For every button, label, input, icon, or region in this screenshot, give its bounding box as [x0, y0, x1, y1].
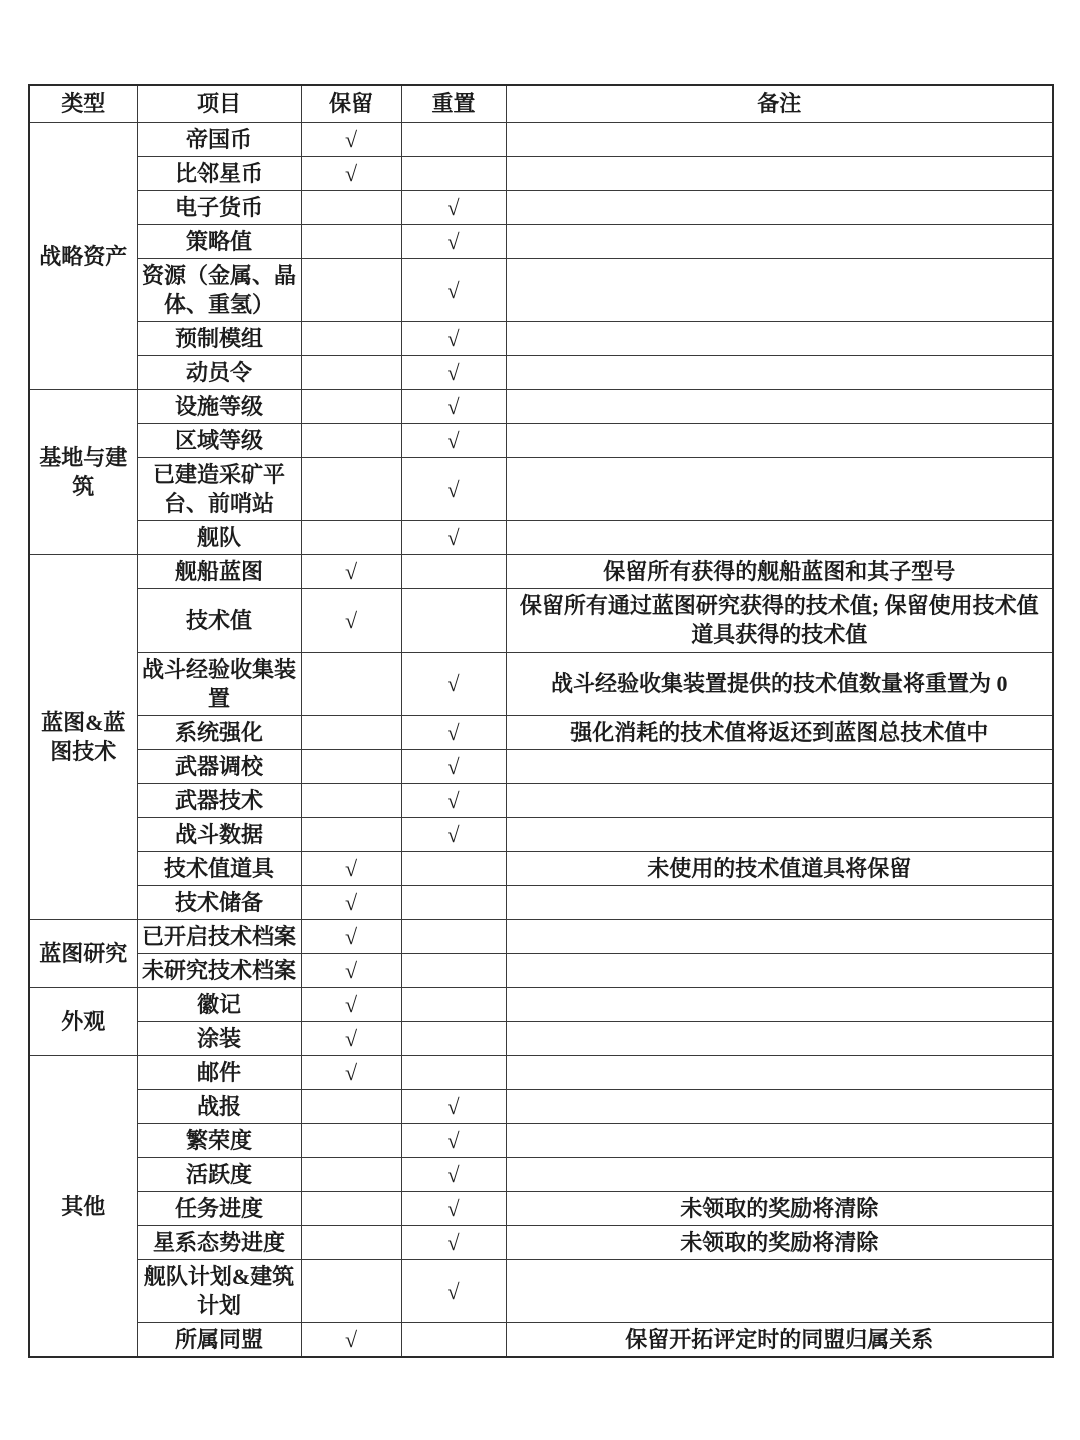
item-cell: 舰队	[137, 521, 301, 555]
note-cell	[506, 458, 1053, 521]
item-cell: 未研究技术档案	[137, 953, 301, 987]
reset-checkmark-cell	[401, 322, 506, 356]
item-cell: 区域等级	[137, 424, 301, 458]
reset-checkmark-cell	[401, 1021, 506, 1055]
table-body	[29, 123, 1053, 1358]
item-cell: 预制模组	[137, 322, 301, 356]
keep-checkmark-cell	[301, 715, 401, 749]
keep-checkmark-cell	[301, 123, 401, 157]
reset-checkmark-cell	[401, 1089, 506, 1123]
reset-checkmark-cell	[401, 424, 506, 458]
reset-checkmark-cell	[401, 259, 506, 322]
reset-checkmark-cell	[401, 783, 506, 817]
keep-checkmark-cell	[301, 589, 401, 652]
item-cell: 技术储备	[137, 885, 301, 919]
table-row	[29, 157, 1053, 191]
note-cell	[506, 1123, 1053, 1157]
keep-checkmark-cell	[301, 1089, 401, 1123]
item-cell: 舰船蓝图	[137, 555, 301, 589]
note-cell	[506, 123, 1053, 157]
checkmark-icon: √	[447, 821, 460, 847]
checkmark-icon: √	[447, 360, 460, 386]
table-row	[29, 225, 1053, 259]
note-cell: 未领取的奖励将清除	[506, 1226, 1053, 1260]
table-row	[29, 715, 1053, 749]
keep-checkmark-cell	[301, 749, 401, 783]
column-header-type: 类型	[29, 85, 137, 123]
table-row	[29, 1055, 1053, 1089]
checkmark-icon: √	[447, 1196, 460, 1221]
checkmark-icon: √	[344, 957, 358, 983]
checkmark-icon: √	[344, 1025, 358, 1051]
checkmark-icon: √	[344, 607, 358, 633]
reset-checkmark-cell	[401, 1323, 506, 1358]
keep-checkmark-cell	[301, 987, 401, 1021]
note-cell	[506, 191, 1053, 225]
checkmark-icon: √	[344, 1059, 358, 1085]
table-row	[29, 390, 1053, 424]
checkmark-icon: √	[447, 229, 460, 255]
checkmark-icon: √	[344, 559, 358, 585]
reset-checkmark-cell	[401, 225, 506, 259]
reset-checkmark-cell	[401, 1157, 506, 1191]
note-cell: 保留所有获得的舰船蓝图和其子型号	[506, 555, 1053, 589]
checkmark-icon: √	[344, 127, 358, 152]
reset-checkmark-cell	[401, 885, 506, 919]
reset-checkmark-cell	[401, 157, 506, 191]
reset-checkmark-cell	[401, 851, 506, 885]
item-cell: 战斗数据	[137, 817, 301, 851]
reset-checkmark-cell	[401, 191, 506, 225]
note-cell	[506, 783, 1053, 817]
column-header-item: 项目	[137, 85, 301, 123]
keep-checkmark-cell	[301, 1323, 401, 1358]
reset-checkmark-cell	[401, 919, 506, 953]
table-row	[29, 322, 1053, 356]
table-row	[29, 1157, 1053, 1191]
table-row	[29, 1323, 1053, 1358]
checkmark-icon: √	[447, 1093, 460, 1119]
reset-checkmark-cell	[401, 356, 506, 390]
item-cell: 技术值	[137, 589, 301, 652]
table-row	[29, 123, 1053, 157]
note-cell	[506, 1260, 1053, 1323]
checkmark-icon: √	[344, 161, 358, 187]
keep-checkmark-cell	[301, 851, 401, 885]
table-row	[29, 521, 1053, 555]
reset-checkmark-cell	[401, 123, 506, 157]
keep-checkmark-cell	[301, 225, 401, 259]
item-cell: 涂装	[137, 1021, 301, 1055]
reset-checkmark-cell	[401, 589, 506, 652]
table-row	[29, 817, 1053, 851]
keep-checkmark-cell	[301, 1021, 401, 1055]
table-row	[29, 1089, 1053, 1123]
reset-checkmark-cell	[401, 1226, 506, 1260]
table-row	[29, 885, 1053, 919]
item-cell: 活跃度	[137, 1157, 301, 1191]
reset-checkmark-cell	[401, 1055, 506, 1089]
item-cell: 徽记	[137, 987, 301, 1021]
checkmark-icon: √	[344, 1327, 358, 1353]
note-cell: 未领取的奖励将清除	[506, 1192, 1053, 1226]
checkmark-icon: √	[447, 277, 460, 303]
item-cell: 设施等级	[137, 390, 301, 424]
reset-checkmark-cell	[401, 555, 506, 589]
note-cell: 保留开拓评定时的同盟归属关系	[506, 1323, 1053, 1358]
keep-checkmark-cell	[301, 817, 401, 851]
reset-checkmark-cell	[401, 715, 506, 749]
checkmark-icon: √	[447, 1161, 460, 1187]
reset-checkmark-cell	[401, 953, 506, 987]
table-row	[29, 1021, 1053, 1055]
item-cell: 电子货币	[137, 191, 301, 225]
keep-checkmark-cell	[301, 1157, 401, 1191]
note-cell	[506, 322, 1053, 356]
table-row	[29, 589, 1053, 652]
item-cell: 战斗经验收集装置	[137, 652, 301, 715]
keep-checkmark-cell	[301, 885, 401, 919]
keep-checkmark-cell	[301, 783, 401, 817]
item-cell: 动员令	[137, 356, 301, 390]
item-cell: 战报	[137, 1089, 301, 1123]
item-cell: 系统强化	[137, 715, 301, 749]
checkmark-icon: √	[344, 889, 358, 915]
note-cell	[506, 1055, 1053, 1089]
reset-checkmark-cell	[401, 817, 506, 851]
reset-checkmark-cell	[401, 652, 506, 715]
checkmark-icon: √	[447, 394, 460, 420]
note-cell	[506, 749, 1053, 783]
item-cell: 帝国币	[137, 123, 301, 157]
table-row	[29, 1123, 1053, 1157]
note-cell	[506, 424, 1053, 458]
header-row	[29, 85, 1053, 123]
keep-checkmark-cell	[301, 390, 401, 424]
category-cell: 其他	[29, 1055, 137, 1357]
table-row	[29, 783, 1053, 817]
keep-checkmark-cell	[301, 1226, 401, 1260]
checkmark-icon: √	[447, 525, 460, 551]
note-cell	[506, 521, 1053, 555]
note-cell: 战斗经验收集装置提供的技术值数量将重置为 0	[506, 652, 1053, 715]
note-cell	[506, 225, 1053, 259]
category-cell: 外观	[29, 987, 137, 1055]
checkmark-icon: √	[447, 1278, 460, 1304]
item-cell: 所属同盟	[137, 1323, 301, 1358]
table-row	[29, 424, 1053, 458]
note-cell	[506, 259, 1053, 322]
keep-checkmark-cell	[301, 1192, 401, 1226]
reset-checkmark-cell	[401, 458, 506, 521]
item-cell: 比邻星币	[137, 157, 301, 191]
checkmark-icon: √	[447, 1127, 460, 1153]
column-header-keep: 保留	[301, 85, 401, 123]
note-cell	[506, 1157, 1053, 1191]
reset-checkmark-cell	[401, 749, 506, 783]
checkmark-icon: √	[447, 671, 460, 697]
item-cell: 技术值道具	[137, 851, 301, 885]
item-cell: 武器技术	[137, 783, 301, 817]
checkmark-icon: √	[447, 476, 460, 502]
note-cell	[506, 919, 1053, 953]
keep-checkmark-cell	[301, 1055, 401, 1089]
checkmark-icon: √	[447, 787, 460, 813]
table-row	[29, 1260, 1053, 1323]
table-row	[29, 652, 1053, 715]
item-cell: 星系态势进度	[137, 1226, 301, 1260]
item-cell: 武器调校	[137, 749, 301, 783]
note-cell: 未使用的技术值道具将保留	[506, 851, 1053, 885]
table-row	[29, 356, 1053, 390]
keep-checkmark-cell	[301, 356, 401, 390]
note-cell: 保留所有通过蓝图研究获得的技术值; 保留使用技术值道具获得的技术值	[506, 589, 1053, 652]
keep-checkmark-cell	[301, 1123, 401, 1157]
reset-checkmark-cell	[401, 987, 506, 1021]
keep-checkmark-cell	[301, 322, 401, 356]
item-cell: 繁荣度	[137, 1123, 301, 1157]
reset-checkmark-cell	[401, 390, 506, 424]
reset-checkmark-cell	[401, 521, 506, 555]
checkmark-icon: √	[447, 1230, 460, 1256]
note-cell	[506, 390, 1053, 424]
column-header-note: 备注	[506, 85, 1053, 123]
checkmark-icon: √	[447, 719, 460, 745]
keep-checkmark-cell	[301, 555, 401, 589]
keep-checkmark-cell	[301, 1260, 401, 1323]
item-cell: 邮件	[137, 1055, 301, 1089]
reset-rules-table	[28, 84, 1054, 1358]
keep-checkmark-cell	[301, 919, 401, 953]
keep-checkmark-cell	[301, 424, 401, 458]
note-cell: 强化消耗的技术值将返还到蓝图总技术值中	[506, 715, 1053, 749]
item-cell: 策略值	[137, 225, 301, 259]
table-row	[29, 259, 1053, 322]
note-cell	[506, 157, 1053, 191]
table-row	[29, 1192, 1053, 1226]
keep-checkmark-cell	[301, 953, 401, 987]
checkmark-icon: √	[344, 855, 358, 881]
reset-checkmark-cell	[401, 1260, 506, 1323]
keep-checkmark-cell	[301, 521, 401, 555]
keep-checkmark-cell	[301, 157, 401, 191]
table-row	[29, 851, 1053, 885]
item-cell: 任务进度	[137, 1192, 301, 1226]
category-cell: 蓝图&蓝图技术	[29, 555, 137, 919]
reset-checkmark-cell	[401, 1123, 506, 1157]
checkmark-icon: √	[447, 428, 460, 454]
checkmark-icon: √	[344, 991, 358, 1017]
item-cell: 舰队计划&建筑计划	[137, 1260, 301, 1323]
item-cell: 已开启技术档案	[137, 919, 301, 953]
checkmark-icon: √	[447, 195, 460, 221]
category-cell: 基地与建筑	[29, 390, 137, 555]
checkmark-icon: √	[447, 326, 460, 352]
keep-checkmark-cell	[301, 652, 401, 715]
note-cell	[506, 817, 1053, 851]
note-cell	[506, 885, 1053, 919]
keep-checkmark-cell	[301, 259, 401, 322]
table-row	[29, 555, 1053, 589]
table-row	[29, 749, 1053, 783]
note-cell	[506, 1089, 1053, 1123]
item-cell: 资源（金属、晶体、重氢）	[137, 259, 301, 322]
note-cell	[506, 987, 1053, 1021]
column-header-reset: 重置	[401, 85, 506, 123]
category-cell: 战略资产	[29, 123, 137, 390]
keep-checkmark-cell	[301, 191, 401, 225]
table-row	[29, 191, 1053, 225]
note-cell	[506, 1021, 1053, 1055]
table-row	[29, 953, 1053, 987]
table-row	[29, 987, 1053, 1021]
item-cell: 已建造采矿平台、前哨站	[137, 458, 301, 521]
reset-checkmark-cell	[401, 1192, 506, 1226]
checkmark-icon: √	[447, 753, 460, 779]
keep-checkmark-cell	[301, 458, 401, 521]
table-row	[29, 919, 1053, 953]
note-cell	[506, 953, 1053, 987]
table-row	[29, 458, 1053, 521]
note-cell	[506, 356, 1053, 390]
category-cell: 蓝图研究	[29, 919, 137, 987]
checkmark-icon: √	[344, 923, 358, 949]
table-row	[29, 1226, 1053, 1260]
